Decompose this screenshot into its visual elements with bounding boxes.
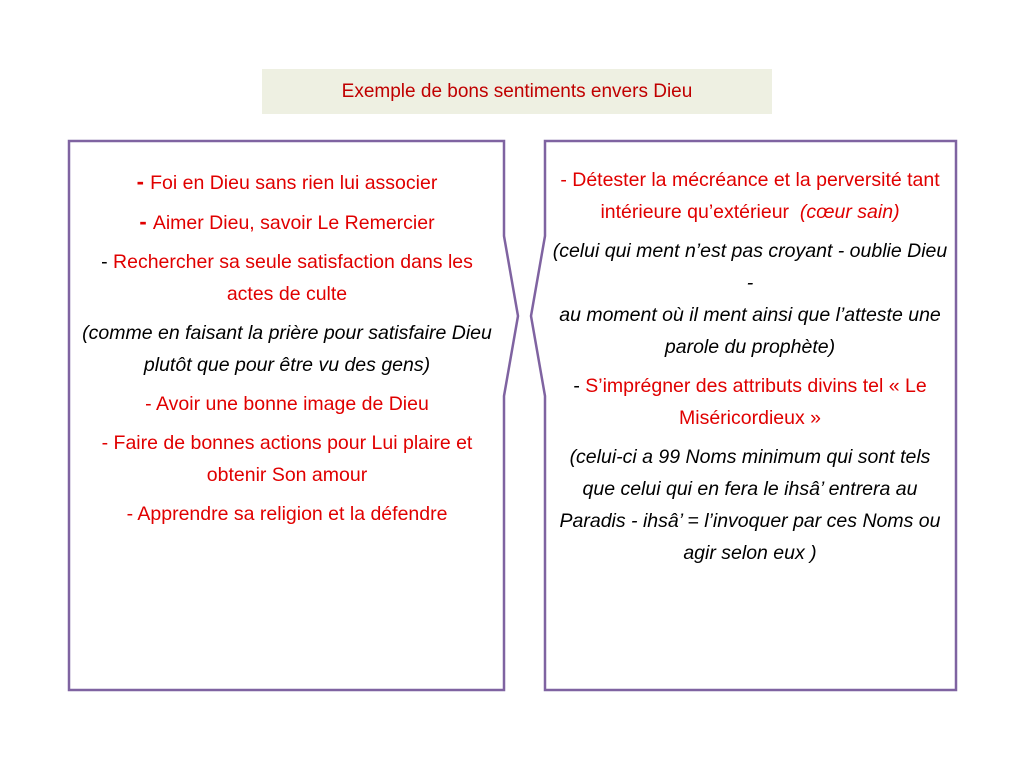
left-item-3: - Rechercher sa seule satisfaction dans les actes de culte: [101, 251, 473, 305]
right-note-2: (celui-ci a 99 Noms minimum qui sont tels que celui qui en fera le ihsâ’ entrera au Paradis - ihsâ’ = l’invoquer par ces Noms ou agir selon eux ): [559, 446, 941, 564]
left-item-4: - Avoir une bonne image de Dieu: [145, 393, 429, 415]
left-panel: [80, 166, 494, 537]
left-item-6: - Apprendre sa religion et la défendre: [126, 503, 448, 525]
left-item-5: - Faire de bonnes actions pour Lui plaire et obtenir Son amour: [101, 432, 473, 486]
left-item-1: - Foi en Dieu sans rien lui associer: [136, 169, 438, 194]
left-item-2: - Aimer Dieu, savoir Le Remercier: [139, 209, 435, 234]
right-note-1: (celui qui ment n’est pas croyant - oublie Dieu - au moment où il ment ainsi que l’atteste une parole du prophète): [552, 240, 948, 358]
right-item-1: - Détester la mécréance et la perversité tant intérieure qu’extérieur (cœur sain): [560, 169, 940, 223]
left-note: (comme en faisant la prière pour satisfaire Dieu plutôt que pour être vu des gens): [82, 322, 492, 376]
right-item-2: - S’imprégner des attributs divins tel « Le Miséricordieux »: [573, 375, 927, 429]
right-panel: [552, 164, 948, 576]
slide-title: Exemple de bons sentiments envers Dieu: [341, 80, 693, 102]
